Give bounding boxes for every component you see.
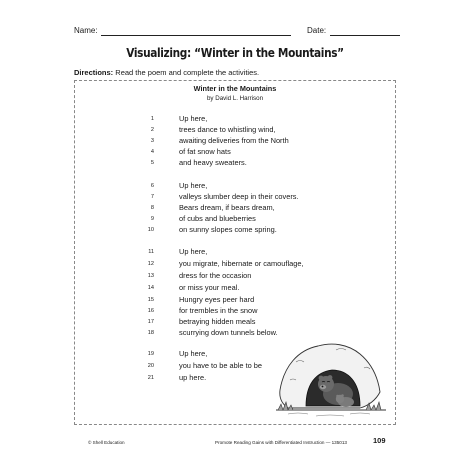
directions: [74, 68, 259, 77]
page-number: 109: [373, 436, 386, 445]
line-number: 6: [150, 182, 154, 189]
line-text: valleys slumber deep in their covers.: [179, 192, 299, 201]
line-number: 17: [147, 318, 154, 325]
line-number: 2: [150, 126, 154, 133]
poem-author: by David L. Harrison: [206, 95, 264, 102]
line-text: Bears dream, if bears dream,: [179, 203, 275, 212]
line-number: 9: [150, 215, 154, 222]
line-text: on sunny slopes come spring.: [179, 225, 277, 234]
line-number: 20: [147, 362, 154, 369]
footer-copyright: © Shell Education: [88, 440, 125, 445]
line-number: 19: [147, 350, 154, 357]
line-text: you have to be able to be: [179, 361, 263, 370]
line-number: 14: [147, 284, 154, 291]
footer-book-title: Promote Reading Gains with Differentiated Instruction — 135013: [215, 440, 347, 445]
name-label: Name:: [74, 26, 98, 35]
line-number: 4: [150, 148, 154, 155]
line-number: 11: [148, 248, 154, 255]
line-text: or miss your meal.: [179, 283, 240, 292]
line-number: 15: [147, 296, 154, 303]
header-row: [74, 26, 399, 38]
line-text: Up here,: [179, 247, 208, 256]
line-number: 7: [150, 193, 154, 200]
line-text: you migrate, hibernate or camouflage,: [179, 259, 304, 268]
line-text: Up here,: [179, 181, 208, 190]
line-number: 18: [147, 329, 154, 336]
line-number: 1: [150, 115, 154, 122]
line-number: 13: [147, 272, 154, 279]
line-text: Up here,: [179, 114, 208, 123]
line-text: and heavy sweaters.: [179, 158, 247, 167]
line-text: trees dance to whistling wind,: [179, 125, 276, 134]
poem-title: Winter in the Mountains: [193, 84, 277, 93]
date-field[interactable]: [330, 35, 400, 36]
line-text: betraying hidden meals: [179, 317, 256, 326]
line-number: 10: [147, 226, 154, 233]
line-text: dress for the occasion: [179, 271, 252, 280]
line-number: 16: [147, 307, 154, 314]
line-text: of cubs and blueberries: [179, 214, 256, 223]
name-field[interactable]: [101, 35, 291, 36]
page-title: Visualizing: “Winter in the Mountains”: [126, 46, 344, 60]
line-text: awaiting deliveries from the North: [179, 136, 289, 145]
line-text: scurrying down tunnels below.: [179, 328, 278, 337]
line-number: 5: [150, 159, 154, 166]
line-number: 12: [147, 260, 154, 267]
line-number: 21: [147, 374, 154, 381]
line-number: 8: [150, 204, 154, 211]
directions-label: Directions:: [74, 68, 114, 77]
line-number: 3: [150, 137, 154, 144]
directions-text: Read the poem and complete the activities.: [113, 68, 260, 77]
date-label: Date:: [307, 26, 327, 35]
bear-den-illustration: [276, 328, 386, 420]
line-text: of fat snow hats: [179, 147, 231, 156]
line-text: Hungry eyes peer hard: [179, 295, 255, 304]
line-text: for trembles in the snow: [179, 306, 258, 315]
line-text: Up here,: [179, 349, 208, 358]
line-text: up here.: [179, 373, 207, 382]
